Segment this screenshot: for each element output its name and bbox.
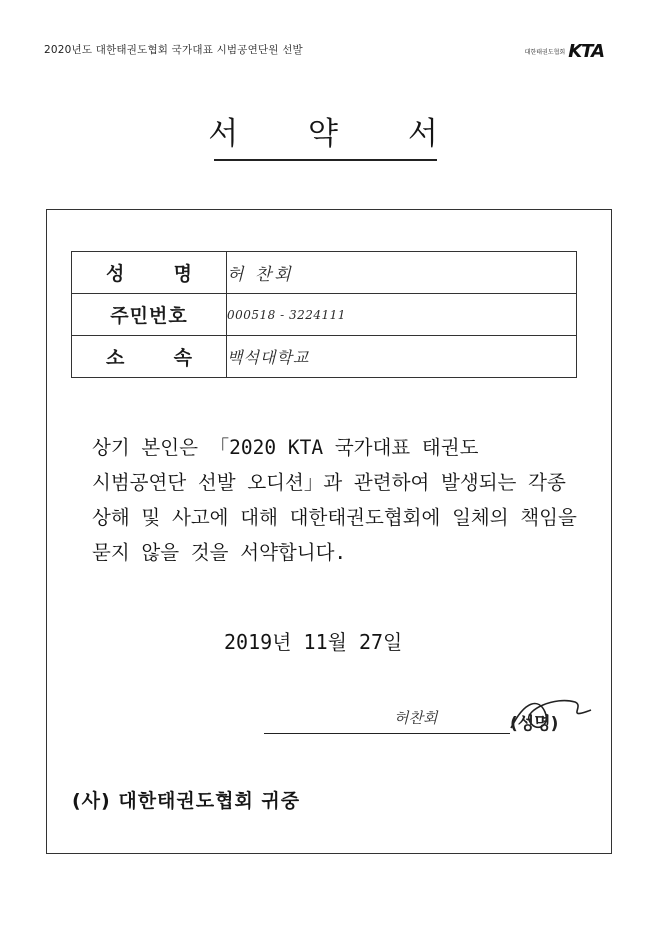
value-affiliation: 백석대학교 bbox=[227, 336, 577, 378]
label-affiliation-text bbox=[72, 343, 226, 370]
kta-logo bbox=[525, 41, 604, 62]
logo-mark: KTA bbox=[568, 41, 604, 62]
label-affiliation bbox=[72, 336, 227, 378]
label-id-number bbox=[72, 294, 227, 336]
header-title: 2020년도 대한태권도협회 국가대표 시범공연단원 선발 bbox=[44, 44, 303, 56]
label-char: 소 bbox=[106, 347, 125, 369]
label-name-text bbox=[72, 259, 226, 286]
label-char: 속 bbox=[173, 347, 192, 369]
pledge-text: 상기 본인은 「2020 KTA 국가대표 태권도 시범공연단 선발 오디션」과 관련하여 발생되는 각종 상해 및 사고에 대해 대한태권도협회에 일체의 책임을 묻지 않을 것을 서약합니다. bbox=[92, 436, 577, 564]
value-name: 허 찬회 bbox=[227, 252, 577, 294]
signature-scribble-icon bbox=[505, 690, 595, 740]
logo-org-name: 대한태권도협회 bbox=[524, 49, 566, 56]
document-title bbox=[0, 108, 646, 153]
pledge-paragraph bbox=[72, 430, 582, 570]
signature-name: 허찬회 bbox=[394, 709, 438, 727]
seal-label: (성명) bbox=[510, 714, 559, 734]
label-char: 명 bbox=[173, 263, 192, 285]
title-underline bbox=[214, 159, 437, 161]
table-row bbox=[72, 294, 577, 336]
table-row bbox=[72, 252, 577, 294]
pledge-date: 2019년 11월 27일 bbox=[224, 630, 403, 654]
label-name bbox=[72, 252, 227, 294]
value-id-number: 000518 - 3224111 bbox=[227, 294, 577, 336]
table-row bbox=[72, 336, 577, 378]
label-id-number-text: 주민번호 bbox=[110, 305, 188, 327]
info-table bbox=[71, 251, 577, 378]
signature-line bbox=[264, 733, 510, 734]
label-char: 성 bbox=[106, 263, 125, 285]
document-title-text: 서 약 서 bbox=[208, 116, 468, 152]
recipient: (사) 대한태권도협회 귀중 bbox=[72, 790, 301, 812]
